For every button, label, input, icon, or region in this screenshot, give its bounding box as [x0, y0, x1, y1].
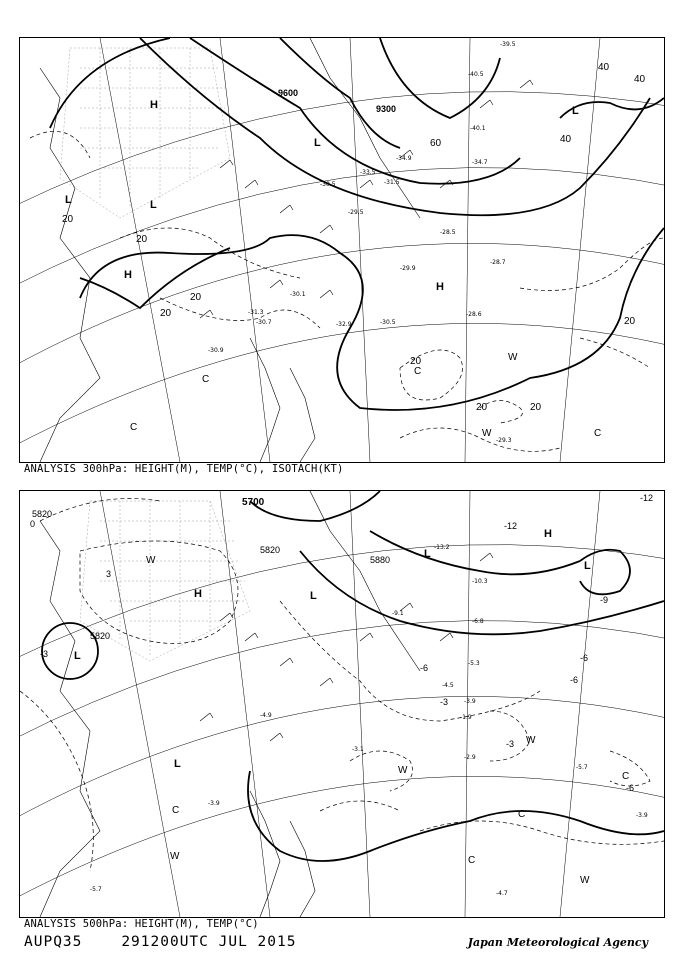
- isotherm-label: 0: [30, 519, 36, 529]
- height-label: 9600: [278, 88, 299, 98]
- temp-value: -4.7: [496, 890, 508, 897]
- warm-center: W: [398, 765, 408, 776]
- temp-value: -28.7: [490, 259, 506, 266]
- temp-value: -28.5: [440, 229, 456, 236]
- temp-value: -10.3: [472, 578, 488, 585]
- temp-value: -30.5: [380, 319, 396, 326]
- isotherm-label: -6: [420, 663, 429, 673]
- temp-value: -4.9: [260, 712, 272, 719]
- temp-value: -33.5: [360, 169, 376, 176]
- temp-value: -1.9: [460, 714, 472, 721]
- temp-value: -3.9: [464, 698, 476, 705]
- isotherm-label: -9: [600, 595, 609, 605]
- cold-center: C: [594, 428, 602, 439]
- map-300hpa: [20, 38, 664, 462]
- temp-value: -3.9: [636, 812, 648, 819]
- warm-center: W: [170, 851, 180, 862]
- low-center: L: [424, 548, 431, 560]
- isotach-label: 20: [62, 214, 74, 225]
- temp-value: -34.9: [396, 155, 412, 162]
- high-center: H: [436, 281, 444, 293]
- isotach-label: 40: [598, 62, 610, 73]
- isotherm-label: -6: [570, 675, 579, 685]
- temp-value: -5.3: [468, 660, 480, 667]
- isotachs: [30, 131, 664, 451]
- cold-center: C: [622, 771, 630, 782]
- temp-value: -9.1: [392, 610, 404, 617]
- isotherm-label: -6: [626, 783, 635, 793]
- low-center: L: [174, 758, 181, 770]
- isotherm-label: -12: [504, 521, 518, 531]
- high-center: H: [124, 269, 132, 281]
- temp-value: -34.7: [472, 159, 488, 166]
- low-center: L: [74, 650, 81, 662]
- cold-center: C: [202, 374, 210, 385]
- temp-value: -32.9: [336, 321, 352, 328]
- temp-value: -30.5: [320, 181, 336, 188]
- low-center: L: [65, 194, 72, 206]
- isotherm-label: -3: [40, 649, 49, 659]
- isotach-label: 40: [634, 74, 646, 85]
- height-label: 5880: [370, 555, 391, 565]
- temp-value: -29.3: [496, 437, 512, 444]
- warm-center: W: [580, 875, 590, 886]
- cold-center: C: [468, 855, 476, 866]
- low-center: L: [584, 560, 591, 572]
- low-center: L: [314, 137, 321, 149]
- caption-300hpa: ANALYSIS 300hPa: HEIGHT(M), TEMP(°C), ISOTACH(KT): [24, 463, 344, 475]
- agency-name: Japan Meteorological Agency: [467, 936, 648, 949]
- temp-value: -40.5: [468, 71, 484, 78]
- isotherm-label: 3: [106, 569, 112, 579]
- chart-identifier: [24, 934, 296, 950]
- temp-value: -31.3: [248, 309, 264, 316]
- temp-value: -3.9: [208, 800, 220, 807]
- warm-center: W: [526, 735, 536, 746]
- isotach-label: 20: [476, 402, 488, 413]
- high-center: H: [150, 99, 158, 111]
- height-label: 5820: [260, 545, 281, 555]
- isotach-label: 60: [430, 138, 442, 149]
- warm-center: W: [508, 352, 518, 363]
- height-label: 5820: [32, 509, 53, 519]
- temp-value: -6.8: [472, 618, 484, 625]
- wind-barbs: [200, 553, 493, 741]
- temp-value: -28.6: [466, 311, 482, 318]
- warm-center: W: [482, 428, 492, 439]
- warm-center: W: [146, 555, 156, 566]
- temp-value: -29.5: [348, 209, 364, 216]
- temp-value: -3.1: [352, 746, 364, 753]
- graticule: [20, 491, 664, 917]
- chart-code: AUPQ35: [24, 934, 83, 950]
- height-label: 5700: [242, 497, 265, 508]
- cold-center: C: [172, 805, 180, 816]
- temp-value: -39.5: [500, 41, 516, 48]
- high-center: H: [544, 528, 552, 540]
- isotach-label: 20: [190, 292, 202, 303]
- cold-center: C: [414, 366, 422, 377]
- isotach-label: 20: [410, 356, 422, 367]
- isotach-label: 20: [530, 402, 542, 413]
- caption-500hpa: ANALYSIS 500hPa: HEIGHT(M), TEMP(°C): [24, 918, 259, 930]
- isotach-label: 20: [624, 316, 636, 327]
- height-label: 5820: [90, 631, 111, 641]
- low-center: L: [310, 590, 317, 602]
- temp-value: -30.9: [208, 347, 224, 354]
- map-500hpa: [20, 491, 664, 917]
- isotherm-label: -6: [580, 653, 589, 663]
- low-center: L: [150, 199, 157, 211]
- graticule: [20, 38, 664, 462]
- high-center: H: [194, 588, 202, 600]
- isotach-label: 20: [136, 234, 148, 245]
- temp-value: -30.7: [256, 319, 272, 326]
- cold-center: C: [130, 422, 138, 433]
- temp-value: -31.5: [384, 179, 400, 186]
- isotherm-label: -3: [440, 697, 449, 707]
- map-panel-300hpa: [19, 37, 665, 463]
- height-label: 9300: [376, 104, 397, 114]
- map-panel-500hpa: [19, 490, 665, 918]
- isotherm-label: -3: [506, 739, 515, 749]
- temp-value: -30.1: [290, 291, 306, 298]
- low-center: L: [572, 105, 579, 117]
- temp-value: -40.1: [470, 125, 486, 132]
- temp-value: -5.7: [576, 764, 588, 771]
- chart-datetime: 291200UTC JUL 2015: [121, 934, 297, 950]
- temp-value: -13.2: [434, 544, 450, 551]
- height-contours: [50, 38, 664, 410]
- isotherm-label: -12: [640, 493, 654, 503]
- temp-value: -5.7: [90, 886, 102, 893]
- temp-value: -29.9: [400, 265, 416, 272]
- wind-barbs: [200, 80, 533, 318]
- temp-value: -2.9: [464, 754, 476, 761]
- isotach-label: 40: [560, 134, 572, 145]
- isotherms: [20, 499, 664, 872]
- temp-value: -4.5: [442, 682, 454, 689]
- isotach-label: 20: [160, 308, 172, 319]
- cold-center: C: [518, 809, 526, 820]
